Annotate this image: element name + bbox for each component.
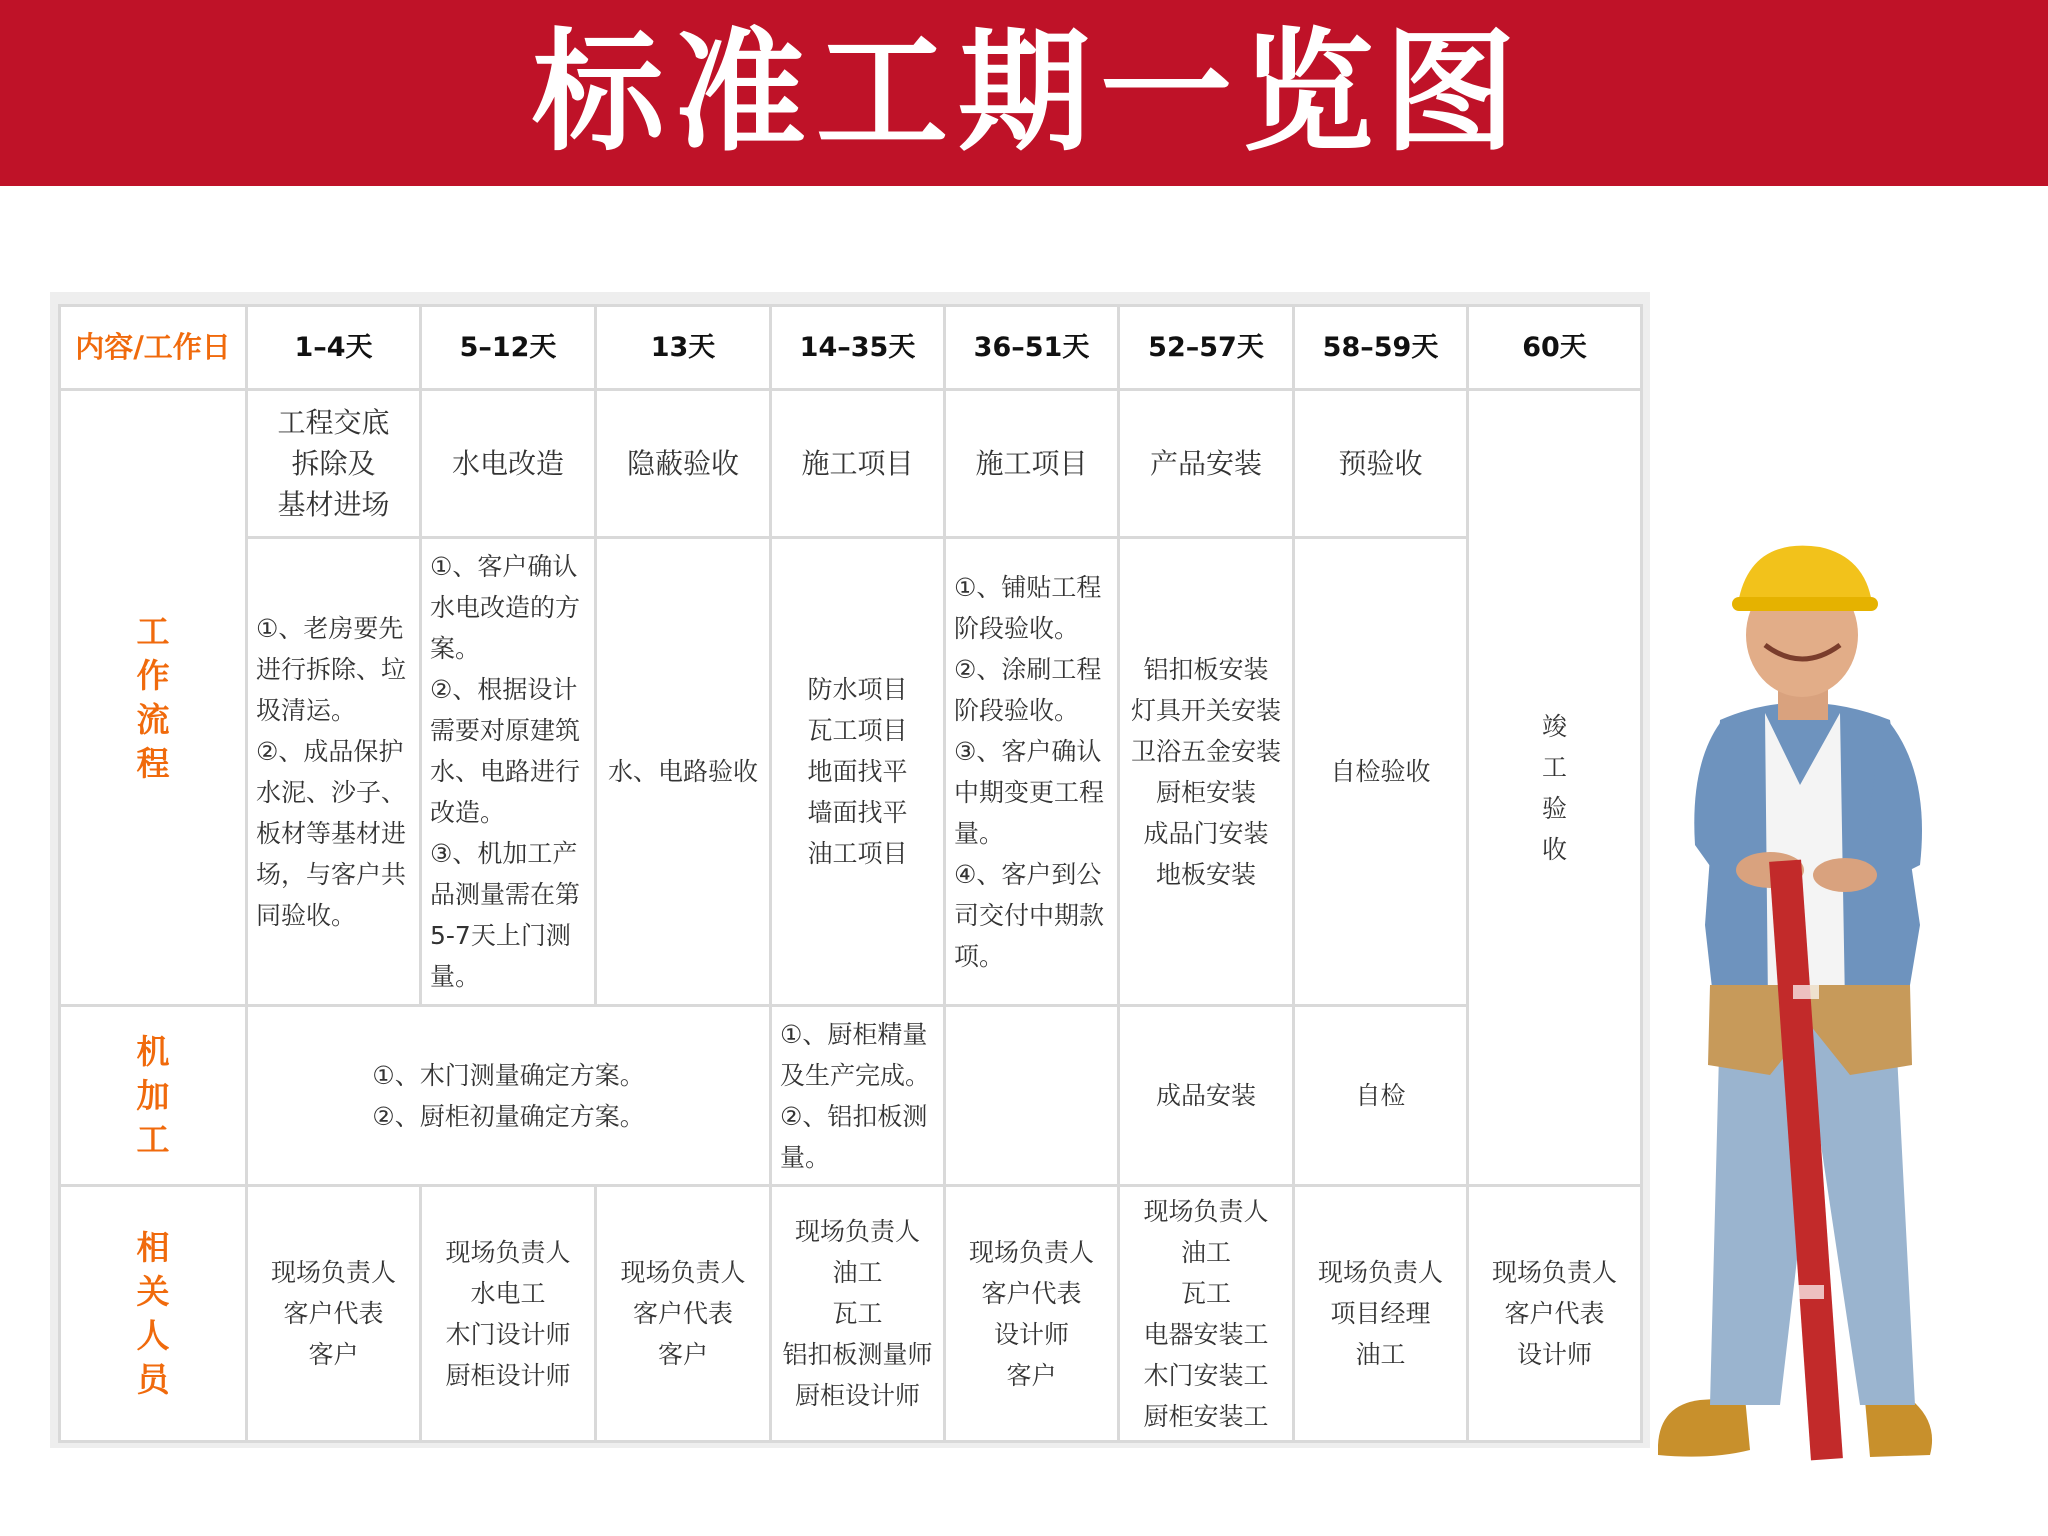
schedule-table xyxy=(58,304,1643,1443)
column-header: 1–4天 xyxy=(247,306,421,390)
stage-cell: 工程交底 拆除及 基材进场 xyxy=(247,390,421,538)
detail-cell: 水、电路验收 xyxy=(596,538,771,1006)
page-title: 标准工期一览图 xyxy=(532,16,1526,170)
personnel-cell: 现场负责人 油工 瓦工 铝扣板测量师 厨柜设计师 xyxy=(771,1186,945,1442)
personnel-cell: 现场负责人 项目经理 油工 xyxy=(1294,1186,1468,1442)
personnel-cell: 现场负责人 客户代表 客户 xyxy=(596,1186,771,1442)
machining-cell: ①、厨柜精量及生产完成。 ②、铝扣板测量。 xyxy=(771,1006,945,1186)
personnel-cell: 现场负责人 水电工 木门设计师 厨柜设计师 xyxy=(421,1186,596,1442)
personnel-row xyxy=(60,1186,1642,1442)
column-header: 60天 xyxy=(1468,306,1642,390)
column-header: 36–51天 xyxy=(945,306,1119,390)
stage-cell: 隐蔽验收 xyxy=(596,390,771,538)
corner-header: 内容/工作日 xyxy=(60,306,247,390)
detail-cell: ①、老房要先进行拆除、垃圾清运。 ②、成品保护水泥、沙子、板材等基材进场，与客户共同验收。 xyxy=(247,538,421,1006)
detail-row xyxy=(60,538,1642,1006)
machining-cell xyxy=(945,1006,1119,1186)
detail-cell: ①、客户确认水电改造的方案。 ②、根据设计需要对原建筑水、电路进行改造。 ③、机加工产品测量需在第5-7天上门测量。 xyxy=(421,538,596,1006)
header-row xyxy=(60,306,1642,390)
detail-cell: 铝扣板安装 灯具开关安装 卫浴五金安装 厨柜安装 成品门安装 地板安装 xyxy=(1119,538,1294,1006)
column-header: 58–59天 xyxy=(1294,306,1468,390)
detail-cell: 防水项目 瓦工项目 地面找平 墙面找平 油工项目 xyxy=(771,538,945,1006)
personnel-cell: 现场负责人 油工 瓦工 电器安装工 木门安装工 厨柜安装工 xyxy=(1119,1186,1294,1442)
machining-cell: 成品安装 xyxy=(1119,1006,1294,1186)
title-banner xyxy=(0,0,2048,186)
machining-merged-cell: ①、木门测量确定方案。 ②、厨柜初量确定方案。 xyxy=(247,1006,771,1186)
column-header: 14–35天 xyxy=(771,306,945,390)
column-header: 13天 xyxy=(596,306,771,390)
personnel-cell: 现场负责人 客户代表 客户 xyxy=(247,1186,421,1442)
stage-cell: 预验收 xyxy=(1294,390,1468,538)
personnel-cell: 现场负责人 客户代表 设计师 xyxy=(1468,1186,1642,1442)
row-label-personnel: 相 关 人 员 xyxy=(60,1186,247,1442)
machining-cell: 自检 xyxy=(1294,1006,1468,1186)
stage-row xyxy=(60,390,1642,538)
machining-row xyxy=(60,1006,1642,1186)
stage-cell: 产品安装 xyxy=(1119,390,1294,538)
detail-cell: 自检验收 xyxy=(1294,538,1468,1006)
final-acceptance-cell: 竣 工 验 收 xyxy=(1468,390,1642,1186)
personnel-cell: 现场负责人 客户代表 设计师 客户 xyxy=(945,1186,1119,1442)
worker-illustration xyxy=(1650,545,1940,1505)
column-header: 5–12天 xyxy=(421,306,596,390)
row-label-machining: 机 加 工 xyxy=(60,1006,247,1186)
stage-cell: 施工项目 xyxy=(945,390,1119,538)
stage-cell: 施工项目 xyxy=(771,390,945,538)
detail-cell: ①、铺贴工程阶段验收。 ②、涂刷工程阶段验收。 ③、客户确认中期变更工程量。 ④、客户到公司交付中期款项。 xyxy=(945,538,1119,1006)
column-header: 52–57天 xyxy=(1119,306,1294,390)
stage-cell: 水电改造 xyxy=(421,390,596,538)
row-label-workflow: 工 作 流 程 xyxy=(60,390,247,1006)
